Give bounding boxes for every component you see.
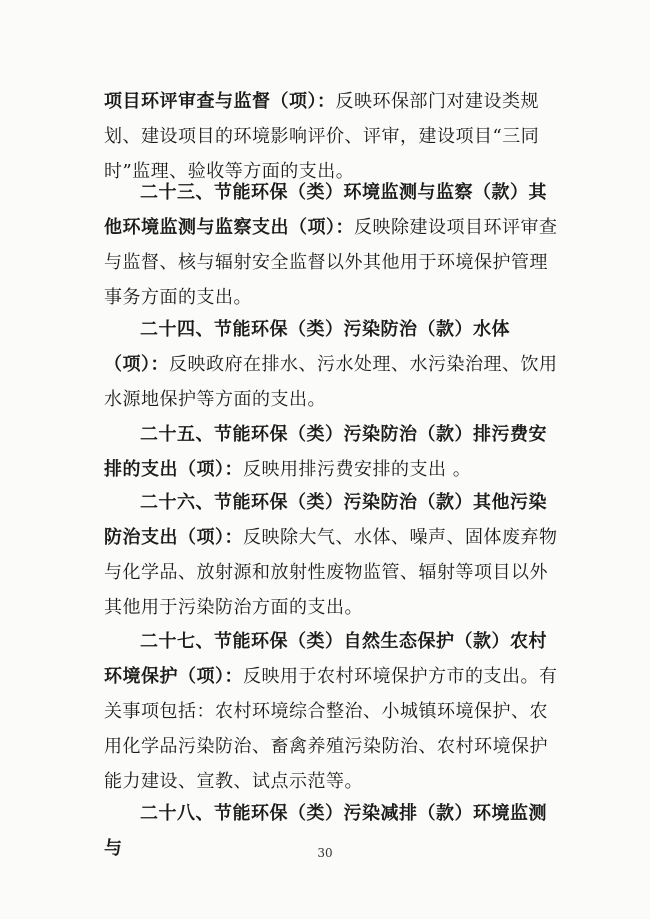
paragraph-heading: 二十五、节能环保（类）污染防治（款）排污费安排的支出（项）： — [104, 424, 547, 480]
page-number: 30 — [317, 846, 333, 860]
paragraph-body: 反映用排污费安排的支出 。 — [243, 459, 472, 480]
paragraph-item-25 — [104, 417, 564, 487]
paragraph-body: 反映用于农村环境保护方市的支出。有关事项包括：农村环境综合整治、小城镇环境保护、农用化学品污染防治、畜禽养殖污染防治、农村环境保护能力建设、宣教、试点示范等。 — [104, 666, 558, 792]
paragraph-item-27 — [104, 624, 564, 799]
paragraph-body: 反映政府在排水、污水处理、水污染治理、饮用水源地保护等方面的支出。 — [104, 354, 558, 410]
paragraph-heading: 二十六、节能环保（类）污染防治（款）其他污染防治支出（项）： — [104, 492, 547, 548]
paragraph-heading: 项目环评审查与监督（项）： — [104, 91, 336, 112]
paragraph-heading: 二十八、节能环保（类）污染减排（款）环境监测与 — [104, 803, 547, 859]
paragraph-item-23 — [104, 175, 564, 315]
paragraph-item-1 — [104, 84, 564, 189]
paragraph-item-24 — [104, 312, 564, 417]
paragraph-heading: 二十七、节能环保（类）自然生态保护（款）农村环境保护（项）： — [104, 631, 547, 687]
paragraph-item-26 — [104, 485, 564, 625]
paragraph-body: 反映除建设项目环评审查与监督、核与辐射安全监督以外其他用于环境保护管理事务方面的支出。 — [104, 217, 558, 308]
paragraph-body: 反映除大气、水体、噪声、固体废弃物与化学品、放射源和放射性废物监管、辐射等项目以外其他用于污染防治方面的支出。 — [104, 527, 558, 618]
paragraph-body: 反映环保部门对建设类规划、建设项目的环境影响评价、评审，建设项目“三同时”监理、验收等方面的支出。 — [104, 91, 540, 182]
paragraph-heading: 二十四、节能环保（类）污染防治（款）水体（项）： — [104, 319, 510, 375]
paragraph-heading: 二十三、节能环保（类）环境监测与监察（款）其他环境监测与监察支出（项）： — [104, 182, 547, 238]
